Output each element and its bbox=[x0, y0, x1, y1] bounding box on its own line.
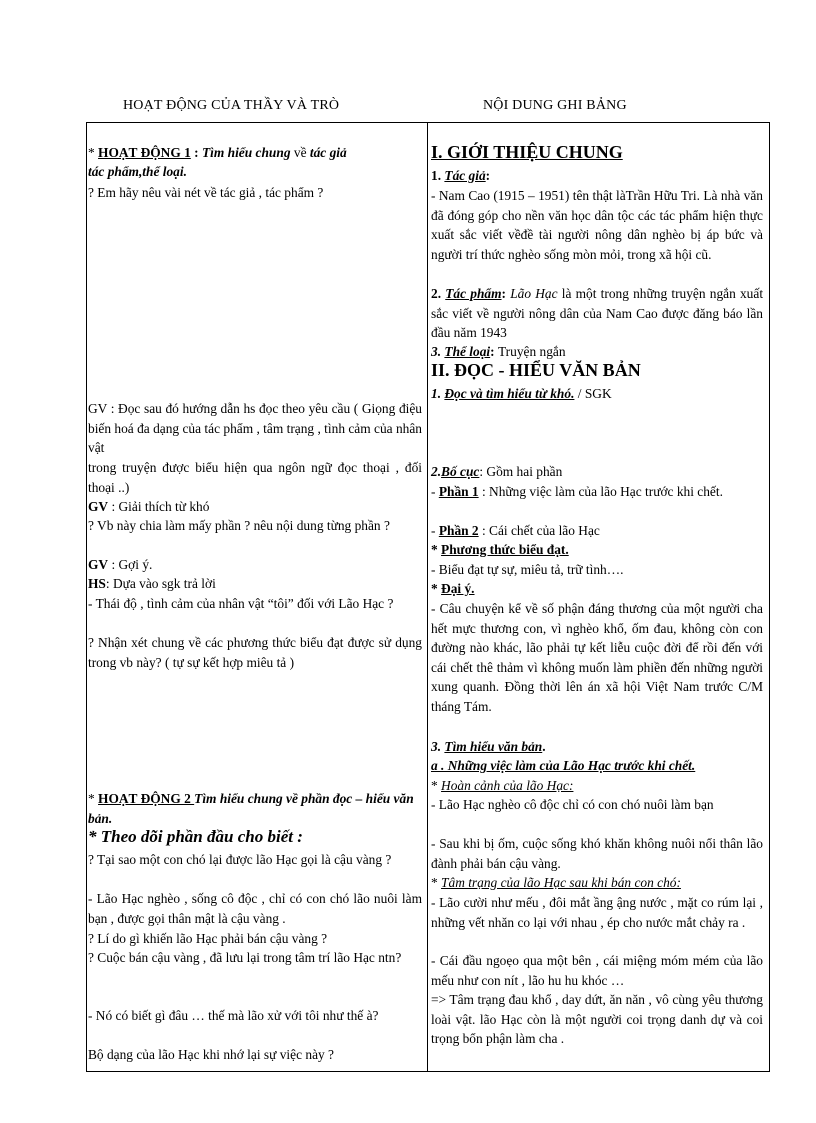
student-answer: HS: Dựa vào sgk trả lời bbox=[88, 576, 216, 591]
structure-part-1: - Phần 1 : Những việc làm của lão Hạc trước khi chết. bbox=[431, 484, 723, 499]
main-idea-text: - Câu chuyện kể về số phận đáng thương của một người cha hết mực thương con, vì nghèo khổ, ốm đau, không còn con đường nào khác, lão phải tự kết liễu cuộc đời để rồi đến với cái chết thê thảm vì không muốn làm phiền đến những người xung quanh. Đồng thời lên án xã hội Việt Nam trước C/M tháng Tám. bbox=[431, 601, 763, 714]
work-text: 2. Tác phẩm: Lão Hạc là một trong những truyện ngắn xuất sắc viết về người nông dân của Nam Cao được đăng báo lần đầu năm 1943 bbox=[431, 286, 764, 340]
situation-line-1: - Lão Hạc nghèo cô độc chỉ có con chó nuôi làm bạn bbox=[431, 797, 714, 812]
activity-1-heading: * HOẠT ĐỘNG 1 : Tìm hiểu chung về tác giả bbox=[88, 145, 347, 160]
teacher-explain-words: GV : Giải thích từ khó bbox=[88, 499, 210, 514]
follow-instruction: * Theo dõi phần đầu cho biết : bbox=[88, 827, 303, 846]
question-structure: ? Vb này chia làm mấy phần ? nêu nội dung từng phần ? bbox=[88, 518, 390, 533]
question-attitude: - Thái độ , tình cảm của nhân vật “tôi” đối với Lão Hạc ? bbox=[88, 596, 394, 611]
author-text: - Nam Cao (1915 – 1951) tên thật làTrần Hữu Tri. Là nhà văn đã đóng góp cho nền văn học dân tộc các tác phẩm hiện thực xuất sắc viết vềđề tài người nông dân nghèo bị áp bức và người trí thức nghèo sống mòn mỏi, trong xã hội cũ. bbox=[431, 188, 763, 262]
section-introduction-title: I. GIỚI THIỆU CHUNG bbox=[431, 142, 623, 162]
genre-text: 3. Thể loại: Truyện ngắn bbox=[431, 344, 566, 359]
mood-heading: * Tâm trạng của lão Hạc sau khi bán con chó: bbox=[431, 875, 681, 890]
left-column-header: HOẠT ĐỘNG CỦA THẦY VÀ TRÒ bbox=[123, 98, 340, 113]
structure-heading: 2.Bố cục: Gồm hai phần bbox=[431, 464, 563, 479]
question-reason-sell: ? Lí do gì khiến lão Hạc phải bán cậu vàng ? bbox=[88, 931, 328, 946]
mood-conclusion: => Tâm trạng đau khổ , day dứt, ăn năn , vô cùng yêu thương loài vật. lão Hạc còn là một người coi trọng danh dự và coi trọng bổn phận làm cha . bbox=[431, 992, 763, 1046]
teacher-hint: GV : Gợi ý. bbox=[88, 557, 153, 572]
text-analysis-heading: 3. Tìm hiểu văn bản. bbox=[431, 739, 546, 754]
structure-part-2: - Phần 2 : Cái chết của lão Hạc bbox=[431, 523, 600, 538]
column-divider bbox=[427, 123, 428, 1071]
right-column-header: NỘI DUNG GHI BẢNG bbox=[483, 98, 627, 113]
quote-lao-hac: - Nó có biết gì đâu … thế mà lão xử với tôi như thế à? bbox=[88, 1008, 379, 1023]
expression-method-heading: * Phương thức biểu đạt. bbox=[431, 542, 569, 557]
situation-heading: * Hoàn cảnh của lão Hạc: bbox=[431, 778, 574, 793]
situation-line-2: - Sau khi bị ốm, cuộc sống khó khăn không nuôi nổi thân lão đành phải bán cậu vàng. bbox=[431, 836, 763, 871]
answer-cau-vang: - Lão Hạc nghèo , sống cô độc , chỉ có con chó lão nuôi làm bạn , được gọi thân mật là cậu vàng . bbox=[88, 891, 422, 926]
teacher-reading-guide: GV : Đọc sau đó hướng dẫn hs đọc theo yêu cầu ( Giọng điệu biến hoá đa dạng của tác phẩm , tâm trạng , tình cảm của nhân vật bbox=[88, 401, 422, 455]
subsection-a-heading: a . Những việc làm của Lão Hạc trước khi chết. bbox=[431, 758, 696, 773]
mood-line-1: - Lão cười như mếu , đôi mắt ầng ậng nước , mặt co rúm lại , những vết nhăn co lại với nhau , ép cho nước mắt chảy ra . bbox=[431, 895, 763, 930]
mood-line-2: - Cái đầu ngoẹo qua một bên , cái miệng móm mém của lão mếu như con nít , lão hu hu khóc … bbox=[431, 953, 763, 988]
question-appearance: Bộ dạng của lão Hạc khi nhớ lại sự việc này ? bbox=[88, 1047, 334, 1062]
question-expression-methods: ? Nhận xét chung về các phương thức biểu đạt được sử dụng trong vb này? ( tự sự kết hợp miêu tả ) bbox=[88, 635, 422, 670]
expression-method-text: - Biểu đạt tự sự, miêu tả, trữ tình…. bbox=[431, 562, 624, 577]
teacher-reading-guide-cont: trong truyện được biểu hiện qua ngôn ngữ đọc thoại , đối thoại ..) bbox=[88, 460, 422, 495]
author-heading: 1. Tác giả: bbox=[431, 168, 491, 183]
main-idea-heading: * Đại ý. bbox=[431, 581, 475, 596]
question-memory: ? Cuộc bán cậu vàng , đã lưu lại trong tâm trí lão Hạc ntn? bbox=[88, 950, 402, 965]
reading-heading: 1. Đọc và tìm hiểu từ khó. / SGK bbox=[431, 386, 612, 401]
activity-1-heading-line2: tác phẩm,thể loại. bbox=[88, 164, 187, 179]
question-author-work: ? Em hãy nêu vài nét về tác giả , tác phẩm ? bbox=[88, 185, 324, 200]
section-reading-title: II. ĐỌC - HIỂU VĂN BẢN bbox=[431, 360, 641, 380]
activity-2-heading: * HOẠT ĐỘNG 2 Tìm hiểu chung về phần đọc – hiểu văn bản. bbox=[88, 791, 414, 826]
question-cau-vang: ? Tại sao một con chó lại được lão Hạc gọi là cậu vàng ? bbox=[88, 852, 392, 867]
